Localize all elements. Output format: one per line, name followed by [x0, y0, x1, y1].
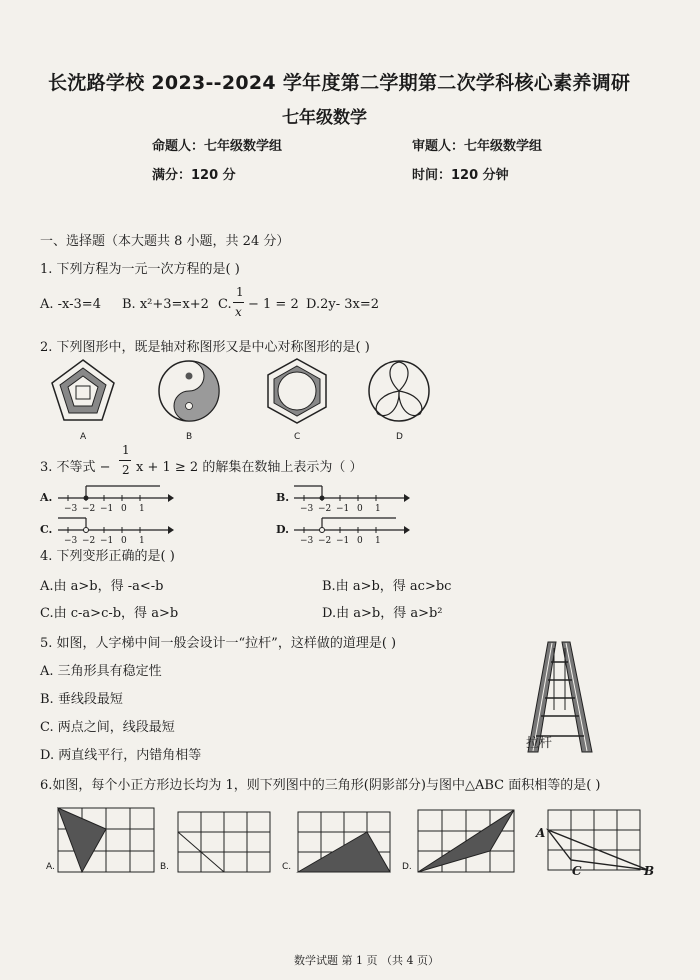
q3-d-tick-5: 1 [375, 536, 381, 546]
reviewer-info: 审题人：七年级数学组 [412, 139, 543, 154]
q3-label-a: A. [40, 491, 53, 504]
q2-label-a: A [80, 432, 87, 442]
q1-option-d: D.2y- 3x=2 [306, 297, 379, 312]
q2-figure-b [156, 358, 222, 424]
q6-grid-c [298, 812, 390, 872]
q6-label-d: D. [402, 862, 412, 872]
q6-point-b: B [644, 864, 655, 878]
q2-label-d: D [396, 432, 403, 442]
q4-option-b: B.由 a>b，得 ac>bc [322, 579, 452, 594]
q2-figure-c [262, 356, 332, 426]
q5-option-c: C. 两点之间，线段最短 [40, 720, 175, 735]
exam-title: 长沈路学校 2023--2024 学年度第二学期第二次学科核心素养调研 [48, 72, 631, 94]
q3-b-tick-4: 0 [357, 504, 363, 514]
page-footer: 数学试题 第 1 页 （共 4 页） [294, 954, 439, 967]
q2-figure-d [366, 358, 432, 424]
q1-option-c-rest: − 1 = 2 [248, 297, 299, 312]
q1-option-a: A. -x-3=4 [40, 297, 101, 312]
q3-a-tick-3: −1 [100, 504, 114, 514]
q2-label-c: C [294, 432, 301, 442]
q3-a-tick-2: −2 [82, 504, 96, 514]
q6-grid-b [178, 812, 270, 872]
q1-option-b: B. x²+3=x+2 [122, 297, 209, 312]
q3-stem-rest: x + 1 ≥ 2 的解集在数轴上表示为（ ） [136, 460, 363, 475]
q6-label-a: A. [46, 862, 55, 872]
q3-c-tick-4: 0 [121, 536, 127, 546]
q3-frac-denominator: 2 [122, 463, 130, 477]
q3-b-tick-2: −2 [318, 504, 332, 514]
exam-time: 时间：120 分钟 [412, 168, 509, 183]
q3-c-tick-2: −2 [82, 536, 96, 546]
q5-stem: 5. 如图，人字梯中间一般会设计一“拉杆”，这样做的道理是( ) [40, 636, 397, 651]
q3-label-d: D. [276, 523, 289, 536]
q3-c-tick-1: −3 [64, 536, 78, 546]
q3-d-tick-2: −2 [318, 536, 332, 546]
q5-figure-label: 拉杆 [526, 736, 553, 751]
q6-stem: 6.如图，每个小正方形边长均为 1，则下列图中的三角形(阴影部分)与图中△ABC 面积相等的是( ) [40, 778, 601, 793]
q6-grid-a [58, 808, 154, 872]
q2-stem: 2. 下列图形中，既是轴对称图形又是中心对称图形的是( ) [40, 340, 370, 355]
q3-a-tick-4: 0 [121, 504, 127, 514]
section-heading: 一、选择题（本大题共 8 小题，共 24 分） [40, 234, 290, 249]
q2-figure-a [48, 356, 118, 426]
q3-stem-prefix: 3. 不等式 − [40, 460, 111, 475]
q3-frac-numerator: 1 [122, 443, 130, 457]
q6-label-c: C. [282, 862, 292, 872]
q3-label-c: C. [40, 523, 53, 536]
q4-option-d: D.由 a>b，得 a>b² [322, 606, 443, 621]
exam-subtitle: 七年级数学 [282, 108, 367, 128]
q1-option-c-numerator: 1 [236, 285, 244, 299]
q3-b-tick-5: 1 [375, 504, 381, 514]
q2-label-b: B [186, 432, 193, 442]
q6-label-b: B. [160, 862, 170, 872]
setter-info: 命题人：七年级数学组 [152, 139, 283, 154]
q4-stem: 4. 下列变形正确的是( ) [40, 549, 175, 564]
q3-a-tick-1: −3 [64, 504, 78, 514]
q3-c-tick-3: −1 [100, 536, 114, 546]
q6-grid-d [418, 810, 514, 872]
q1-option-c-denominator: x [235, 305, 242, 319]
q3-a-tick-5: 1 [139, 504, 145, 514]
q5-option-a: A. 三角形具有稳定性 [40, 664, 162, 679]
q1-stem: 1. 下列方程为一元一次方程的是( ) [40, 262, 240, 277]
q3-b-tick-3: −1 [336, 504, 350, 514]
q6-point-c: C [572, 864, 582, 878]
q3-b-tick-1: −3 [300, 504, 314, 514]
q3-d-tick-1: −3 [300, 536, 314, 546]
q4-option-c: C.由 c-a>c-b，得 a>b [40, 606, 179, 621]
q3-d-tick-4: 0 [357, 536, 363, 546]
q1-fraction-bar [233, 302, 244, 303]
q5-option-d: D. 两直线平行，内错角相等 [40, 748, 202, 763]
q1-option-c-prefix: C. [218, 297, 232, 312]
q4-option-a: A.由 a>b，得 -a<-b [40, 579, 164, 594]
q3-c-tick-5: 1 [139, 536, 145, 546]
full-score: 满分：120 分 [152, 168, 236, 183]
q5-option-b: B. 垂线段最短 [40, 692, 123, 707]
q3-label-b: B. [276, 491, 290, 504]
q3-fraction-bar [119, 460, 131, 461]
q6-reference-grid [548, 810, 658, 870]
q3-d-tick-3: −1 [336, 536, 350, 546]
q6-point-a: A [536, 826, 546, 840]
